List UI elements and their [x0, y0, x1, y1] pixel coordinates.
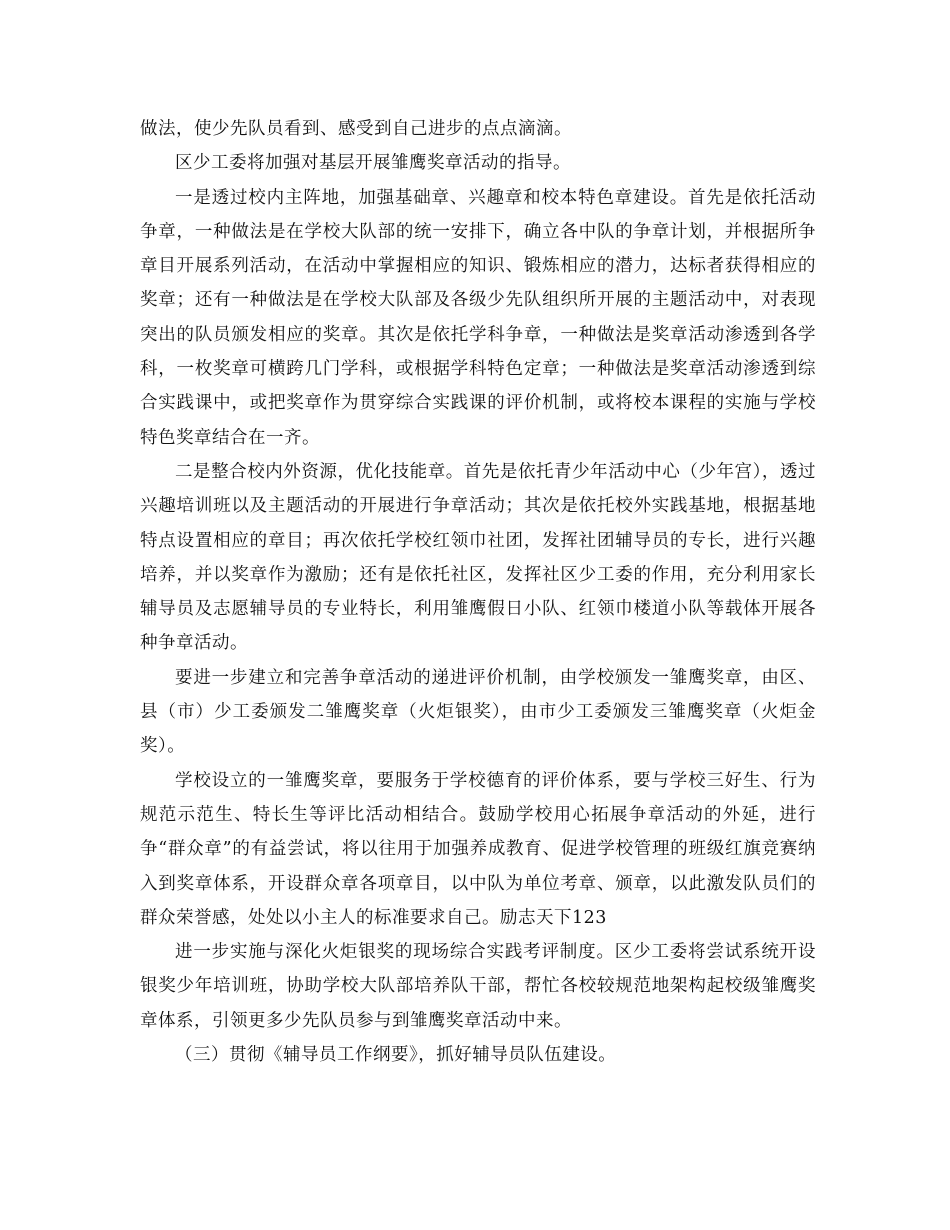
paragraph-guidance: 区少工委将加强对基层开展雏鹰奖章活动的指导。	[175, 153, 571, 174]
paragraph-evaluation-mechanism: 要进一步建立和完善争章活动的递进评价机制，由学校颁发一雏鹰奖章，由区、县（市）少工委颁发二雏鹰奖章（火炬银奖），由市少工委颁发三雏鹰奖章（火炬金奖）。	[140, 667, 816, 757]
section-heading-three: （三）贯彻《辅导员工作纲要》，抓好辅导员队伍建设。	[175, 1045, 617, 1066]
paragraph-silver-award: 进一步实施与深化火炬银奖的现场综合实践考评制度。区少工委将尝试系统开设银奖少年培训班，协助学校大队部培养队干部，帮忙各校较规范地架构起校级雏鹰奖章体系，引领更多少先队员参与到雏鹰奖章活动中来。	[140, 942, 816, 1031]
paragraph-continuation: 做法，使少先队员看到、感受到自己进步的点点滴滴。	[140, 119, 572, 139]
paragraph-point-one: 一是透过校内主阵地，加强基础章、兴趣章和校本特色章建设。首先是依托活动争章，一种做法是在学校大队部的统一安排下，确立各中队的争章计划，并根据所争章目开展系列活动，在活动中掌握相应的知识、锻炼相应的潜力，达标者获得相应的奖章；还有一种做法是在学校大队部及各级少先队组织所开展的主题活动中，对表现突出的队员颁发相应的奖章。其次是依托学科争章，一种做法是奖章活动渗透到各学科，一枚奖章可横跨几门学科，或根据学科特色定章；一种做法是奖章活动渗透到综合实践课中，或把奖章作为贯穿综合实践课的评价机制，或将校本课程的实施与学校特色奖章结合在一齐。	[140, 187, 816, 448]
paragraph-point-two: 二是整合校内外资源，优化技能章。首先是依托青少年活动中心（少年宫），透过兴趣培训班以及主题活动的开展进行争章活动；其次是依托校外实践基地，根据基地特点设置相应的章目；再次依托学校红领巾社团，发挥社团辅导员的专长，进行兴趣培养，并以奖章作为激励；还有是依托社区，发挥社区少工委的作用，充分利用家长辅导员及志愿辅导员的专业特长，利用雏鹰假日小队、红领巾楼道小队等载体开展各种争章活动。	[140, 461, 816, 654]
document-body	[140, 112, 816, 1072]
paragraph-school-award: 学校设立的一雏鹰奖章，要服务于学校德育的评价体系，要与学校三好生、行为规范示范生、特长生等评比活动相结合。鼓励学校用心拓展争章活动的外延，进行争“群众章”的有益尝试，将以往用于加强养成教育、促进学校管理的班级红旗竞赛纳入到奖章体系，开设群众章各项章目，以中队为单位考章、颁章，以此激发队员们的群众荣誉感，处处以小主人的标准要求自己。励志天下123	[140, 770, 816, 928]
